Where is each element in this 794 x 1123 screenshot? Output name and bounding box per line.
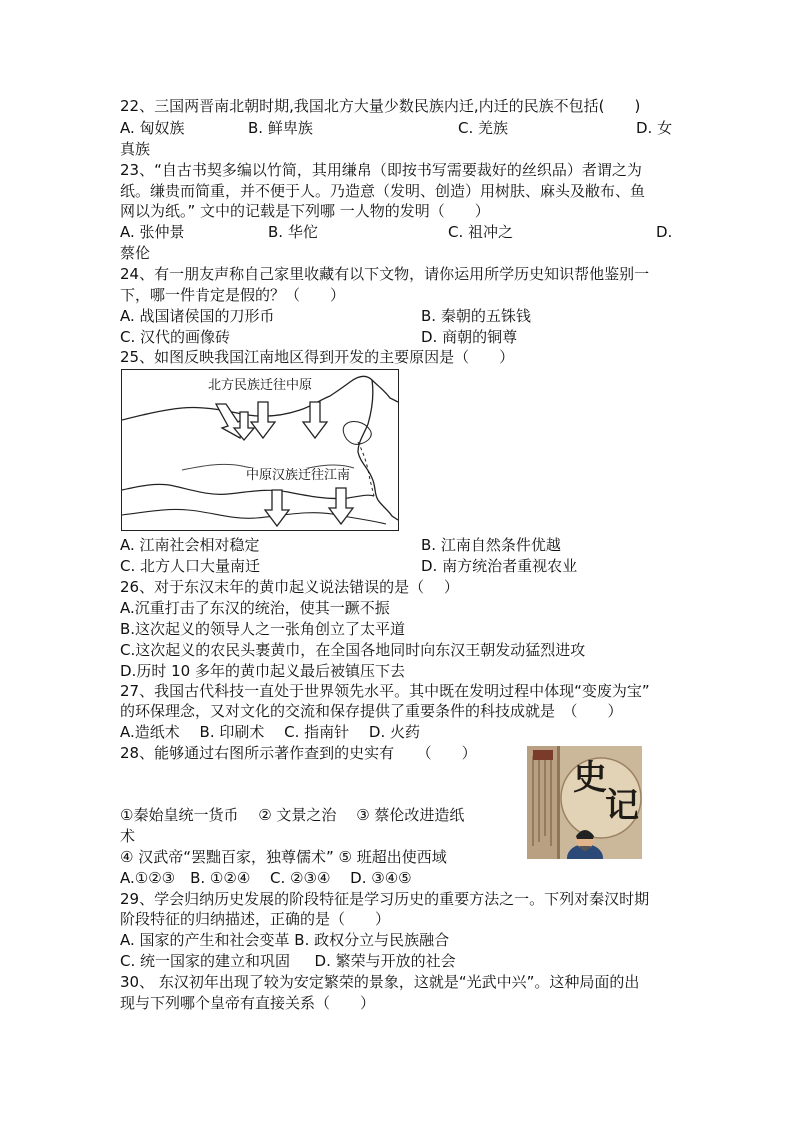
q23-option-c: C. 祖冲之 (448, 223, 514, 241)
q22-option-a: A. 匈奴族 (120, 119, 185, 137)
q24-option-d: D. 商朝的铜尊 (421, 328, 518, 346)
q25-option-a: A. 江南社会相对稳定 (120, 536, 260, 554)
q28-item-line-2: ④ 汉武帝“罢黜百家，独尊儒术” ⑤ 班超出使西域 (120, 848, 447, 866)
q22-stem: 22、三国两晋南北朝时期,我国北方大量少数民族内迁,内迁的民族不包括( ) (120, 97, 641, 115)
arrow-south-1 (265, 490, 289, 526)
q29-options-ab: A. 国家的产生和社会变革 B. 政权分立与民族融合 (120, 931, 450, 949)
q28-item-line-1-continued: 术 (120, 827, 136, 845)
q24-option-c: C. 汉代的画像砖 (120, 328, 231, 346)
book-title-char-2: 记 (605, 786, 639, 826)
q22-option-d: D. 女 (636, 119, 673, 137)
q23-option-b: B. 华佗 (268, 223, 318, 241)
book-spine-line (557, 746, 560, 859)
q29-line-1: 29、学会归纳历史发展的阶段特征是学习历史的重要方法之一。下列对秦汉时期 (120, 890, 650, 908)
q26-stem: 26、对于东汉末年的黄巾起义说法错误的是（ ） (120, 578, 459, 596)
north-arrows (216, 402, 327, 440)
q26-option-c: C.这次起义的农民头裹黄巾，在全国各地同时向东汉王朝发动猛烈进攻 (120, 641, 586, 659)
q22-option-b: B. 鲜卑族 (248, 119, 313, 137)
migration-map (121, 369, 399, 531)
q23-line-3: 网以为纸。” 文中的记载是下列哪 一人物的发明（ ） (120, 202, 490, 220)
q25-stem: 25、如图反映我国江南地区得到开发的主要原因是（ ） (120, 348, 515, 366)
q29-line-2: 阶段特征的归纳描述，正确的是（ ） (120, 910, 391, 928)
arrow-north-2 (251, 402, 275, 438)
q29-options-cd: C. 统一国家的建立和巩固 D. 繁荣与开放的社会 (120, 952, 456, 970)
q28-item-line-1: ①秦始皇统一货币 ② 文景之治 ③ 蔡伦改进造纸 (120, 806, 465, 824)
arrow-south-2 (329, 488, 353, 524)
q23-option-d-continued: 蔡伦 (120, 244, 151, 262)
book-title-char-1: 史 (573, 758, 607, 798)
q23-option-a: A. 张仲景 (120, 223, 185, 241)
map-coast-line (358, 380, 398, 520)
q24-line-1: 24、有一朋友声称自己家里收藏有以下文物，请你运用所学历史知识帮他鉴别一 (120, 265, 650, 283)
map-dashed-route (358, 442, 374, 496)
q30-line-2: 现与下列哪个皇帝有直接关系（ ） (120, 994, 376, 1012)
q27-options: A.造纸术 B. 印刷术 C. 指南针 D. 火药 (120, 723, 420, 741)
q24-option-a: A. 战国诸侯国的刀形币 (120, 307, 275, 325)
shiji-book-cover (527, 746, 642, 859)
map-label-north-migration: 北方民族迁往中原 (208, 378, 313, 393)
q25-option-c: C. 北方人口大量南迁 (120, 557, 261, 575)
q24-line-2: 下，哪一件肯定是假的？（ ） (120, 286, 346, 304)
book-emblem (533, 750, 553, 760)
q27-line-2: 的环保理念，又对文化的交流和保存提供了重要条件的科技成就是 （ ） (120, 702, 623, 720)
q26-option-d: D.历时 10 多年的黄巾起义最后被镇压下去 (120, 662, 405, 680)
q22-option-c: C. 羌族 (458, 119, 509, 137)
q23-line-1: 23、“自古书契多编以竹简，其用缣帛（即按书写需要裁好的丝织品）者谓之为 (120, 161, 642, 179)
q23-option-d: D. (656, 223, 673, 241)
q26-option-a: A.沉重打击了东汉的统治，使其一蹶不振 (120, 599, 390, 617)
map-label-south-migration: 中原汉族迁往江南 (246, 468, 351, 483)
q26-option-b: B.这次起义的领导人之一张角创立了太平道 (120, 620, 406, 638)
map-drawing (122, 370, 398, 530)
q30-line-1: 30、 东汉初年出现了较为安定繁荣的景象，这就是“光武中兴”。这种局面的出 (120, 973, 640, 991)
q23-line-2: 纸。缣贵而简重，并不便于人。乃造意（发明、创造）用树肤、麻头及敝布、鱼 (120, 182, 646, 200)
q28-options: A.①②③ B. ①②④ C. ②③④ D. ③④⑤ (120, 869, 412, 887)
south-arrows (265, 488, 353, 526)
q25-option-b: B. 江南自然条件优越 (421, 536, 561, 554)
q25-option-d: D. 南方统治者重视农业 (421, 557, 578, 575)
q24-option-b: B. 秦朝的五铢钱 (421, 307, 531, 325)
q22-option-d-continued: 真族 (120, 140, 151, 158)
q27-line-1: 27、我国古代科技一直处于世界领先水平。其中既在发明过程中体现“变废为宝” (120, 682, 650, 700)
book-left-panel (527, 746, 559, 859)
q28-stem: 28、能够通过右图所示著作查到的史实有 （ ） (120, 744, 477, 762)
